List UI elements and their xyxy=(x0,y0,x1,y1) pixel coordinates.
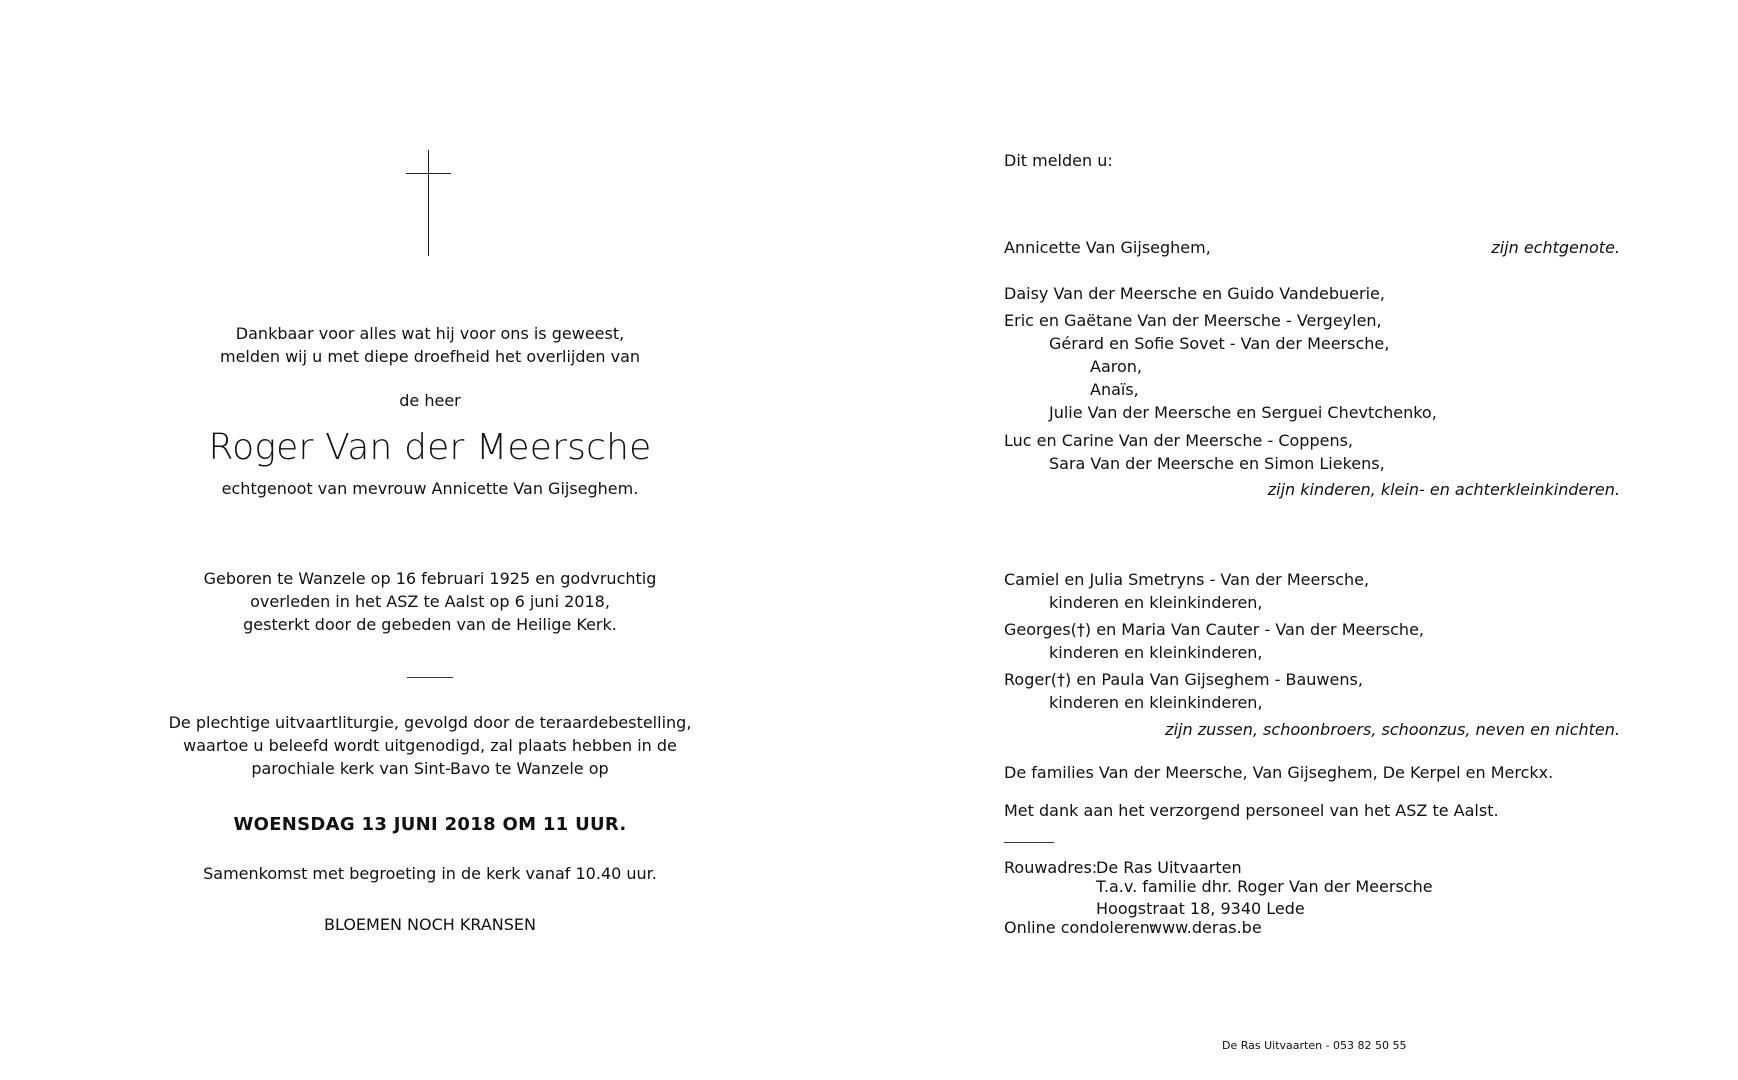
thanks-line: Met dank aan het verzorgend personeel van het ASZ te Aalst. xyxy=(1004,801,1499,820)
footer-credit: De Ras Uitvaarten - 053 82 50 55 xyxy=(1222,1039,1407,1052)
gathering-line: Samenkomst met begroeting in de kerk vanaf 10.40 uur. xyxy=(203,864,657,883)
birth-death-line-1: Geboren te Wanzele op 16 februari 1925 en godvruchtig xyxy=(203,569,657,588)
online-url-link[interactable]: www.deras.be xyxy=(1149,918,1262,937)
families-line: De families Van der Meersche, Van Gijseghem, De Kerpel en Merckx. xyxy=(1004,763,1554,782)
sibling-line: Roger(†) en Paula Van Gijseghem - Bauwens, xyxy=(1004,670,1363,689)
siblings-role: zijn zussen, schoonbroers, schoonzus, neven en nichten. xyxy=(1165,720,1620,739)
announce-line: Dit melden u: xyxy=(1004,151,1113,170)
child-line: Daisy Van der Meersche en Guido Vandebuerie, xyxy=(1004,284,1385,303)
flowers-note: BLOEMEN NOCH KRANSEN xyxy=(324,915,536,934)
sibling-descendants-line: kinderen en kleinkinderen, xyxy=(1049,643,1263,662)
deceased-name: Roger Van der Meersche xyxy=(208,427,652,468)
birth-death-line-3: gesterkt door de gebeden van de Heilige Kerk. xyxy=(243,615,617,634)
address-rule xyxy=(1004,842,1054,843)
address-line: T.a.v. familie dhr. Roger Van der Meersche xyxy=(1096,877,1433,896)
great-grandchild-line: Anaïs, xyxy=(1090,380,1139,399)
child-line: Eric en Gaëtane Van der Meersche - Vergeylen, xyxy=(1004,311,1382,330)
cross-horizontal-bar xyxy=(406,173,451,174)
children-role: zijn kinderen, klein- en achterkleinkinderen. xyxy=(1267,480,1620,499)
sibling-line: Georges(†) en Maria Van Cauter - Van der Meersche, xyxy=(1004,620,1424,639)
address-label: Rouwadres: xyxy=(1004,858,1098,877)
sibling-descendants-line: kinderen en kleinkinderen, xyxy=(1049,593,1263,612)
grandchild-line: Sara Van der Meersche en Simon Liekens, xyxy=(1049,454,1385,473)
grandchild-line: Julie Van der Meersche en Serguei Chevtchenko, xyxy=(1049,403,1437,422)
separator-rule xyxy=(407,677,453,678)
intro-line-2: melden wij u met diepe droefheid het overlijden van xyxy=(219,347,641,366)
intro-line-1: Dankbaar voor alles wat hij voor ons is geweest, xyxy=(235,324,625,343)
ceremony-line-3: parochiale kerk van Sint-Bavo te Wanzele op xyxy=(251,759,609,778)
sibling-descendants-line: kinderen en kleinkinderen, xyxy=(1049,693,1263,712)
ceremony-line-2: waartoe u beleefd wordt uitgenodigd, zal plaats hebben in de xyxy=(183,736,677,755)
address-line: Hoogstraat 18, 9340 Lede xyxy=(1096,899,1305,918)
online-label: Online condoleren: xyxy=(1004,918,1156,937)
great-grandchild-line: Aaron, xyxy=(1090,357,1142,376)
birth-death-line-2: overleden in het ASZ te Aalst op 6 juni 2018, xyxy=(250,592,610,611)
salutation: de heer xyxy=(399,391,461,410)
spouse-line: echtgenoot van mevrouw Annicette Van Gijseghem. xyxy=(221,479,639,498)
child-line: Luc en Carine Van der Meersche - Coppens, xyxy=(1004,431,1354,450)
grandchild-line: Gérard en Sofie Sovet - Van der Meersche, xyxy=(1049,334,1390,353)
spouse-name: Annicette Van Gijseghem, xyxy=(1004,238,1211,257)
ceremony-line-1: De plechtige uitvaartliturgie, gevolgd door de teraardebestelling, xyxy=(168,713,692,732)
ceremony-date: WOENSDAG 13 JUNI 2018 OM 11 UUR. xyxy=(233,814,627,835)
sibling-line: Camiel en Julia Smetryns - Van der Meersche, xyxy=(1004,570,1370,589)
cross-vertical-bar xyxy=(428,150,429,256)
spouse-role: zijn echtgenote. xyxy=(1491,238,1620,257)
address-line: De Ras Uitvaarten xyxy=(1096,858,1242,877)
